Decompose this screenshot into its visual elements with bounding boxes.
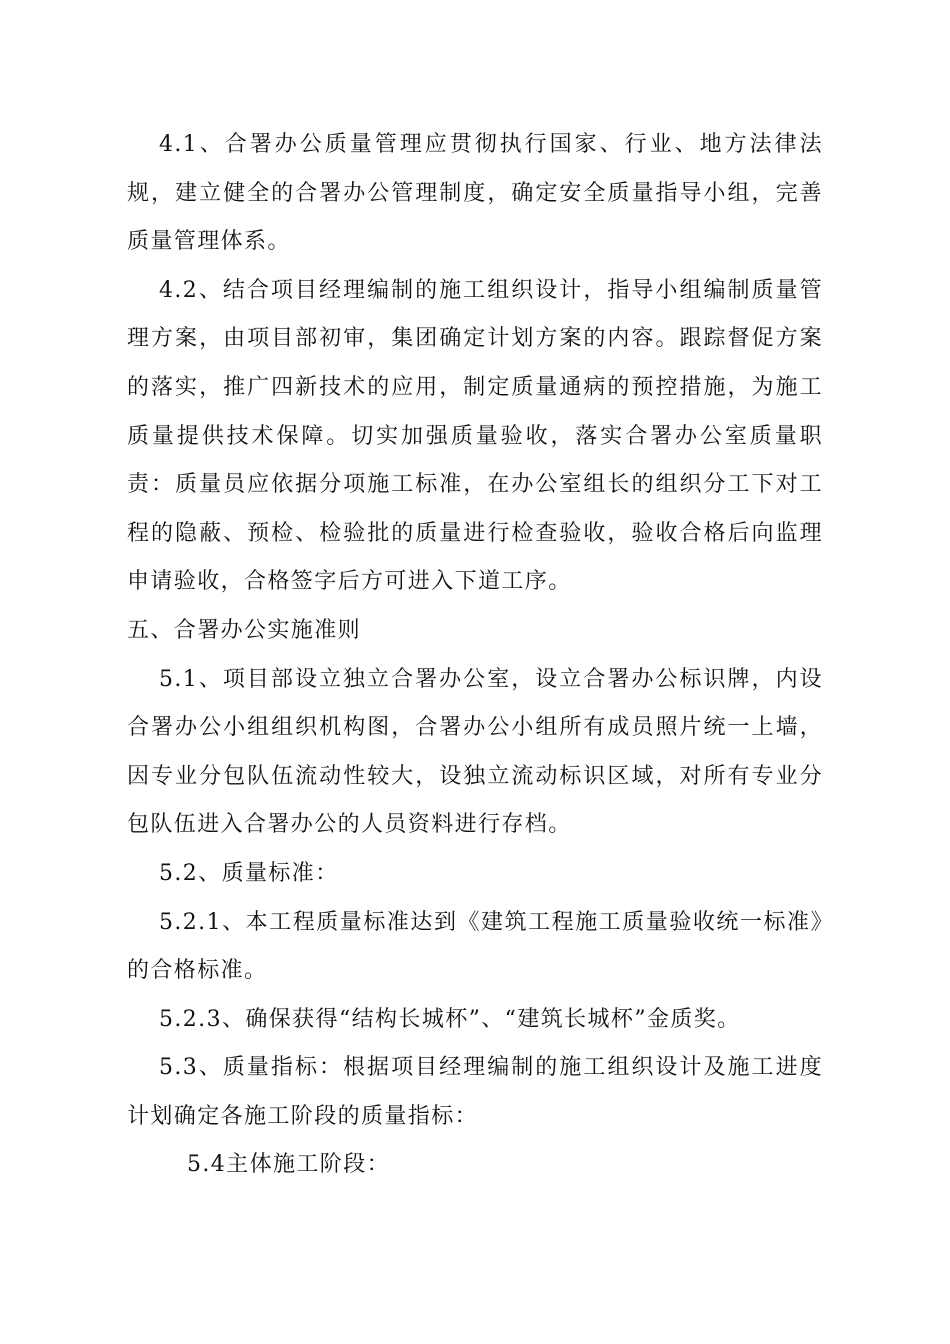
paragraph-4-1: 4.1、合署办公质量管理应贯彻执行国家、行业、地方法律法规，建立健全的合署办公管理制度，确定安全质量指导小组，完善质量管理体系。 <box>127 132 823 255</box>
paragraph-4-2: 4.2、结合项目经理编制的施工组织设计，指导小组编制质量管理方案，由项目部初审，集团确定计划方案的内容。跟踪督促方案的落实，推广四新技术的应用，制定质量通病的预控措施，为施工质量提供技术保障。切实加强质量验收，落实合署办公室质量职责：质量员应依据分项施工标准，在办公室组长的组织分工下对工程的隐蔽、预检、检验批的质量进行检查验收，验收合格后向监理申请验收，合格签字后方可进入下道工序。 <box>127 277 823 595</box>
section-heading-5: 五、合署办公实施准则 <box>127 617 362 643</box>
paragraph-5-2: 5.2、质量标准： <box>159 860 339 886</box>
paragraph-5-1: 5.1、项目部设立独立合署办公室，设立合署办公标识牌，内设合署办公小组组织机构图，合署办公小组所有成员照片统一上墙，因专业分包队伍流动性较大，设独立流动标识区域，对所有专业分包队伍进入合署办公的人员资料进行存档。 <box>127 666 823 838</box>
paragraph-5-3: 5.3、质量指标：根据项目经理编制的施工组织设计及施工进度计划确定各施工阶段的质量指标： <box>127 1055 823 1129</box>
document-body <box>127 121 823 1190</box>
paragraph-5-4: 5.4主体施工阶段： <box>187 1152 390 1178</box>
paragraph-5-2-1: 5.2.1、本工程质量标准达到《建筑工程施工质量验收统一标准》的合格标准。 <box>127 909 823 984</box>
paragraph-5-2-3: 5.2.3、确保获得“结构长城杯”、“建筑长城杯”金质奖。 <box>159 1006 741 1032</box>
